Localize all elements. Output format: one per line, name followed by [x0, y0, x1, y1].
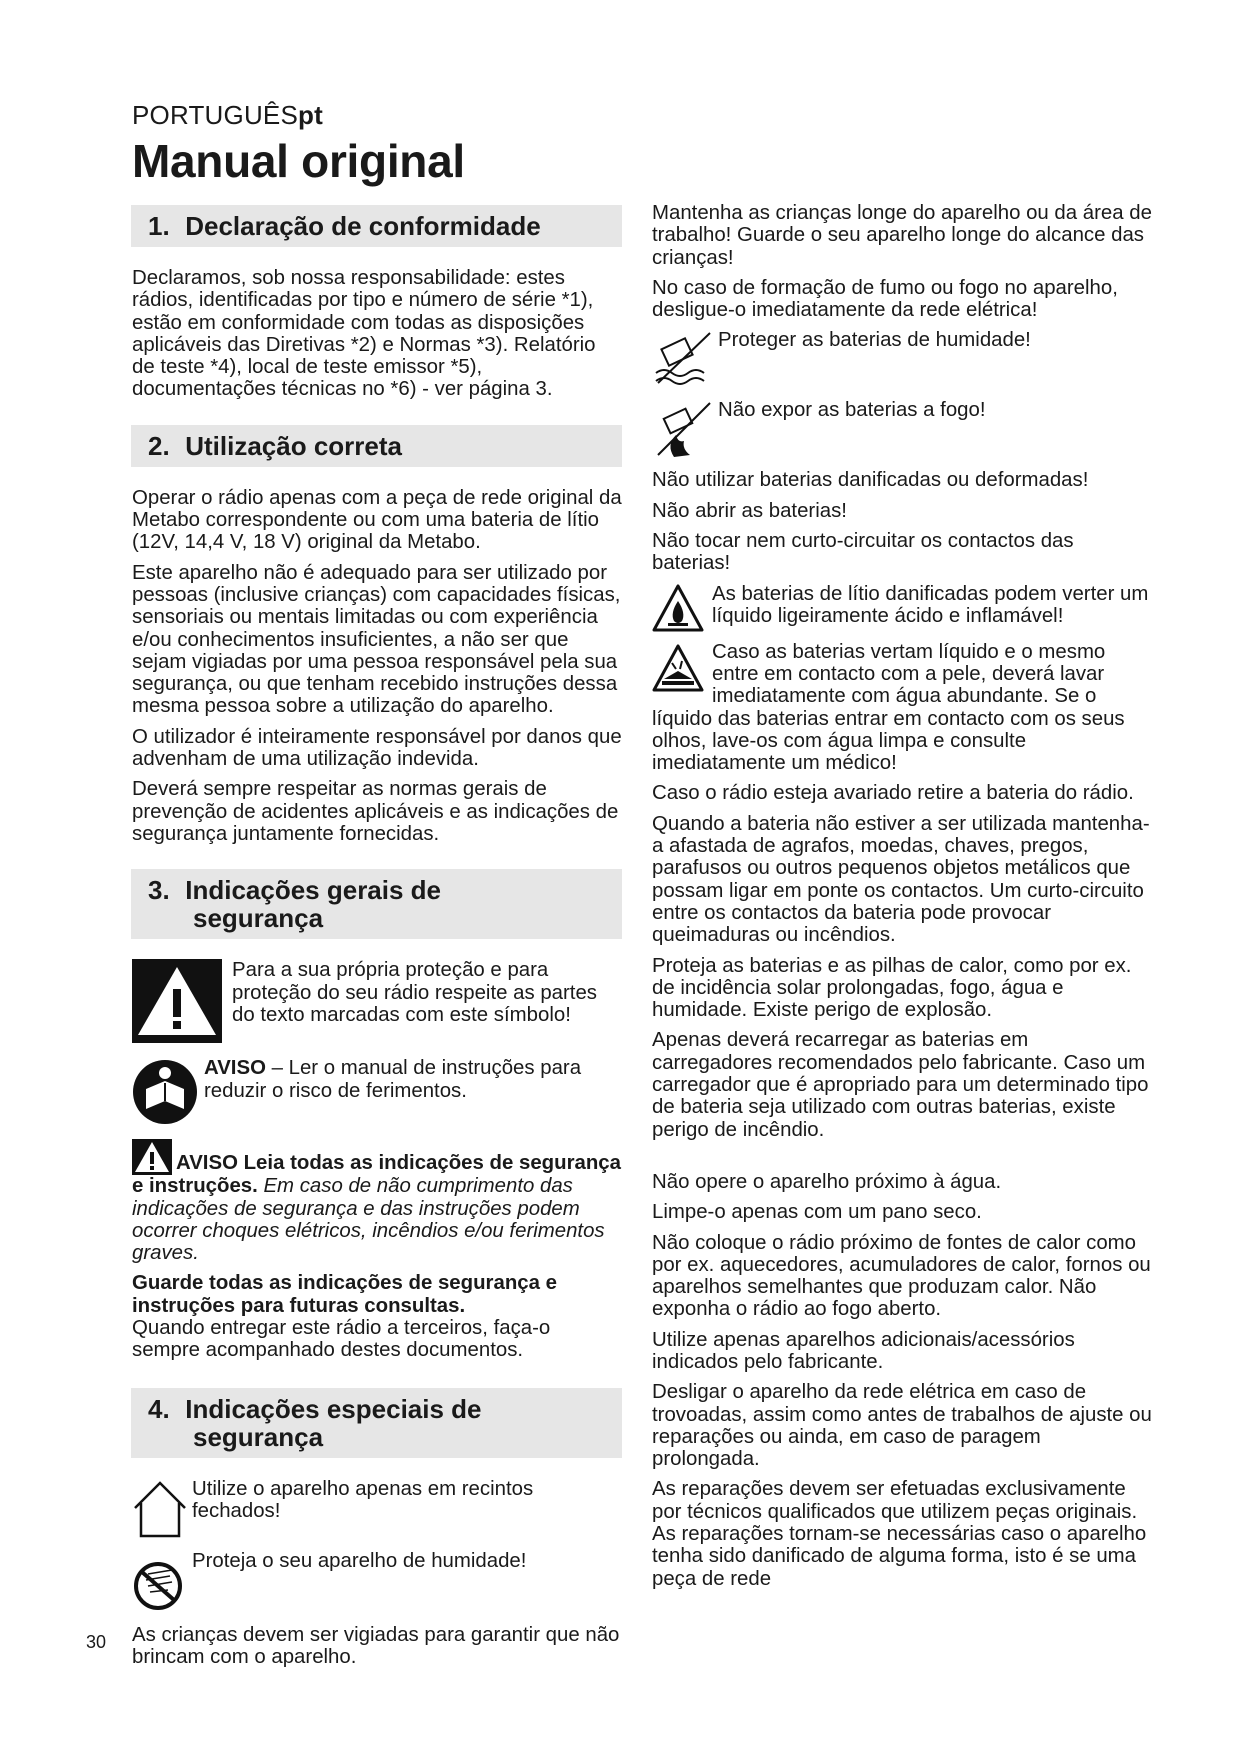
section-1-heading	[131, 205, 622, 247]
small-warning-icon	[132, 1139, 172, 1175]
aviso-italic-text: Em caso de não cumprimento das indicações de segurança e das instruções podem ocorrer choques elétricos, incêndios e/ou ferimentos graves.	[132, 1175, 605, 1265]
intended-use-paragraph: O utilizador é inteiramente responsável por danos que advenham de uma utilização indevida.	[132, 725, 622, 771]
battery-humidity-text: Proteger as baterias de humidade!	[718, 329, 1031, 352]
water-paragraph: Não opere o aparelho próximo à água.	[652, 1170, 1002, 1193]
no-fire-battery-icon	[652, 399, 714, 461]
section-title-line2: segurança	[193, 903, 324, 934]
defective-radio-paragraph: Caso o rádio esteja avariado retire a bateria do rádio.	[652, 782, 1134, 805]
section-number: 2.	[148, 430, 170, 461]
indoor-use-text: Utilize o aparelho apenas em recintos fechados!	[192, 1477, 534, 1522]
metal-objects-paragraph: Quando a bateria não estiver a ser utilizada mantenha-a afastada de agrafos, moedas, chaves, pregos, parafusos ou outros pequenos objetos metálicos que possam ligar em ponte os contactos. Um curto-circuito entre os contactos da bateria pode provocar queimaduras ou incêndios.	[652, 812, 1150, 947]
smoke-fire-paragraph: No caso de formação de fumo ou fogo no aparelho, desligue-o imediatamente da rede elétrica!	[652, 276, 1118, 322]
section-title-line1: Indicações especiais de	[185, 1393, 482, 1424]
chargers-paragraph: Apenas deverá recarregar as baterias em carregadores recomendados pelo fabricante. Caso um carregador que é apropriado para um determinado tipo de bateria seja utilizado com outras baterias, existe perigo de incêndio.	[652, 1029, 1149, 1141]
language-code: pt	[298, 100, 323, 130]
read-manual-text: – Ler o manual de instruções para reduzir o risco de ferimentos.	[204, 1057, 582, 1102]
no-water-battery-icon	[652, 329, 714, 391]
battery-humidity-block	[652, 329, 1152, 391]
section-3-heading	[131, 869, 622, 939]
children-paragraph: As crianças devem ser vigiadas para garantir que não brincam com o aparelho.	[132, 1623, 620, 1668]
left-column	[132, 205, 622, 1676]
humidity-block	[132, 1550, 622, 1612]
contacts-paragraph: Não tocar nem curto-circuitar os contactos das baterias!	[652, 530, 1074, 575]
section-number: 1.	[148, 211, 170, 241]
aviso-bold-text: AVISO Leia todas as indicações de segurança e instruções.	[132, 1152, 621, 1198]
flammable-warning-icon	[652, 583, 704, 633]
battery-fire-block	[652, 399, 1152, 461]
flammable-text: As baterias de lítio danificadas podem verter um líquido ligeiramente ácido e inflamável!	[712, 582, 1149, 627]
section-number: 4.	[148, 1393, 170, 1424]
read-manual-icon	[132, 1059, 198, 1125]
section-number: 3.	[148, 875, 170, 906]
flammable-block	[652, 583, 1152, 633]
section-title: Utilização correta	[185, 430, 402, 461]
right-column	[652, 202, 1152, 1598]
section-2-heading	[131, 425, 622, 467]
keep-text: Quando entregar este rádio a terceiros, faça-o sempre acompanhado destes documentos.	[132, 1317, 551, 1362]
warning-symbol-text: Para a sua própria proteção e para proteção do seu rádio respeite as partes do texto marcadas com este símbolo!	[232, 959, 597, 1026]
section-title: Declaração de conformidade	[185, 211, 541, 241]
heat-protection-paragraph: Proteja as baterias e as pilhas de calor, como por ex. de incidência solar prolongadas, fogo, água e humidade. Existe perigo de explosão.	[652, 954, 1132, 1022]
corrosive-paragraph	[652, 641, 1152, 775]
aviso-paragraph	[132, 1139, 622, 1264]
heat-sources-paragraph: Não coloque o rádio próximo de fontes de calor como por ex. aquecedores, acumuladores de calor, fornos ou aparelhos semelhantes que produzam calor. Não exponha o rádio ao fogo aberto.	[652, 1231, 1151, 1321]
no-rain-icon	[132, 1550, 188, 1612]
warning-symbol-block	[132, 959, 622, 1043]
section-title-line2: segurança	[193, 1421, 324, 1452]
cleaning-paragraph: Limpe-o apenas com um pano seco.	[652, 1201, 982, 1224]
conformity-paragraph: Declaramos, sob nossa responsabilidade: estes rádios, identificadas por tipo e número de série *1), estão em conformidade com todas as disposições aplicáveis das Diretivas *2) e Normas *3). Relatório de teste *4), local de teste emissor *5), documentações técnicas no *6) - ver página 3.	[132, 267, 596, 401]
intended-use-paragraph: Este aparelho não é adequado para ser utilizado por pessoas (inclusive crianças) com capacidades físicas, sensoriais ou mentais limitadas ou com experiência e/ou conhecimentos insuficientes, a não ser que sejam vigiadas por uma pessoa responsável pela sua segurança, ou que tenham recebido instruções dessa mesma pessoa sobre a utilização do aparelho.	[132, 561, 621, 718]
document-title: Manual original	[132, 135, 465, 187]
do-not-open-paragraph: Não abrir as baterias!	[652, 499, 847, 522]
corrosive-warning-icon	[652, 643, 704, 693]
keep-bold-text: Guarde todas as indicações de segurança e instruções para futuras consultas.	[132, 1272, 557, 1317]
damaged-batteries-paragraph: Não utilizar baterias danificadas ou deformadas!	[652, 469, 1089, 492]
humidity-text: Proteja o seu aparelho de humidade!	[192, 1549, 527, 1572]
house-icon	[132, 1478, 188, 1540]
section-title-line1: Indicações gerais de	[185, 875, 442, 906]
aviso-label: AVISO	[204, 1057, 266, 1080]
indoor-use-block	[132, 1478, 622, 1540]
language-name: PORTUGUÊS	[132, 100, 299, 130]
language-header	[132, 100, 323, 131]
section-4-heading	[131, 1388, 622, 1458]
intended-use-paragraph: Operar o rádio apenas com a peça de rede original da Metabo correspondente ou com uma bateria de lítio (12V, 14,4 V, 18 V) original da Metabo.	[132, 486, 622, 554]
battery-fire-text: Não expor as baterias a fogo!	[718, 399, 986, 422]
corrosive-text-a: Caso as baterias vertam líquido e o mesmo entre em contacto com a pele, deverá lavar imediatamente com água abundante.	[712, 640, 1106, 708]
repairs-paragraph: As reparações devem ser efetuadas exclusivamente por técnicos qualificados que utilizem peças originais. As reparações tornam-se necessárias caso o aparelho tenha sido danificado de alguma forma, isto é se uma peça de rede	[652, 1478, 1147, 1590]
keep-instructions-paragraph	[132, 1272, 622, 1361]
intended-use-paragraph: Deverá sempre respeitar as normas gerais de prevenção de acidentes aplicáveis e as indicações de segurança juntamente fornecidas.	[132, 778, 619, 845]
read-manual-block	[132, 1057, 622, 1125]
storms-paragraph: Desligar o aparelho da rede elétrica em caso de trovoadas, assim como antes de trabalhos de ajuste ou reparações ou ainda, em caso de paragem prolongada.	[652, 1381, 1152, 1471]
accessories-paragraph: Utilize apenas aparelhos adicionais/acessórios indicados pelo fabricante.	[652, 1328, 1075, 1373]
warning-sign-icon	[132, 959, 222, 1043]
page-number: 30	[86, 1632, 107, 1652]
children-away-paragraph: Mantenha as crianças longe do aparelho ou da área de trabalho! Guarde o seu aparelho longe do alcance das crianças!	[652, 202, 1152, 269]
corrosive-text-b: Se o líquido das baterias entrar em contacto com os seus olhos, lave-os com água limpa e consulte imediatamente um médico!	[652, 685, 1125, 775]
